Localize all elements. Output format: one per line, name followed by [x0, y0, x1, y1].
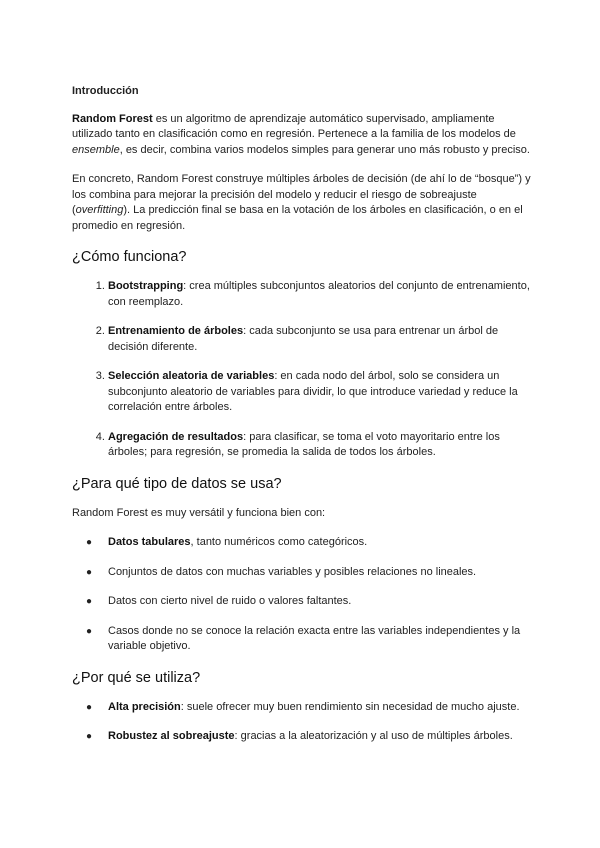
data-types-list [72, 535, 534, 655]
term-overfitting: overfitting [75, 204, 124, 216]
list-item: 1. Bootstrapping: crea múltiples subconjuntos aleatorios del conjunto de entrenamiento, con reemplazo. [108, 279, 534, 310]
list-item: ● Datos con cierto nivel de ruido o valores faltantes. [108, 594, 534, 610]
intro-title: Introducción [72, 85, 139, 97]
bullet-icon: ● [86, 731, 93, 742]
intro-paragraph-2: En concreto, Random Forest construye múltiples árboles de decisión (de ahí lo de “bosque”) y los combina para mejorar la precisión del modelo y reducir el riesgo de sobreajuste (overfitting). La predicción final se basa en la votación de los árboles en clasificación, o en el promedio en regresión. [72, 173, 531, 232]
how-steps-list [72, 279, 534, 461]
bullet-icon: ● [86, 537, 93, 548]
term-ensemble: ensemble [72, 143, 120, 156]
document-page [72, 84, 534, 759]
intro-paragraph-1: Random Forest es un algoritmo de aprendizaje automático supervisado, ampliamente utilizado tanto en clasificación como en regresión. Pertenece a la familia de los modelos de ensemble, es decir, combina varios modelos simples para generar uno más robusto y preciso. [72, 112, 530, 156]
list-item: ● Conjuntos de datos con muchas variables y posibles relaciones no lineales. [108, 565, 534, 581]
data-types-intro: Random Forest es muy versátil y funciona bien con: [72, 506, 326, 519]
section-heading-data-types: ¿Para qué tipo de datos se usa? [72, 475, 282, 492]
bullet-icon: ● [86, 596, 93, 607]
why-list [72, 700, 534, 745]
section-heading-why: ¿Por qué se utiliza? [72, 669, 201, 686]
list-item: ● Casos donde no se conoce la relación exacta entre las variables independientes y la variable objetivo. [86, 624, 521, 652]
list-item: ● Datos tabulares, tanto numéricos como categóricos. [108, 535, 534, 551]
bullet-icon: ● [86, 701, 93, 713]
bullet-icon: ● [86, 625, 93, 637]
list-item: ● Alta precisión: suele ofrecer muy buen rendimiento sin necesidad de mucho ajuste. [108, 700, 534, 716]
term-random-forest: Random Forest [72, 112, 153, 125]
list-item: 2. Entrenamiento de árboles: cada subconjunto se usa para entrenar un árbol de decisión diferente. [108, 324, 534, 355]
section-heading-how: ¿Cómo funciona? [72, 249, 187, 265]
bullet-icon: ● [86, 566, 93, 578]
list-item: 4. Agregación de resultados: para clasificar, se toma el voto mayoritario entre los árboles; para regresión, se promedia la salida de todos los árboles. [108, 430, 534, 461]
list-item: 3. Selección aleatoria de variables: en cada nodo del árbol, solo se considera un subconjunto aleatorio de variables para dividir, lo que introduce variedad y reduce la correlación entre árboles. [108, 369, 534, 416]
list-item: ● Robustez al sobreajuste: gracias a la aleatorización y al uso de múltiples árboles. [108, 729, 534, 745]
